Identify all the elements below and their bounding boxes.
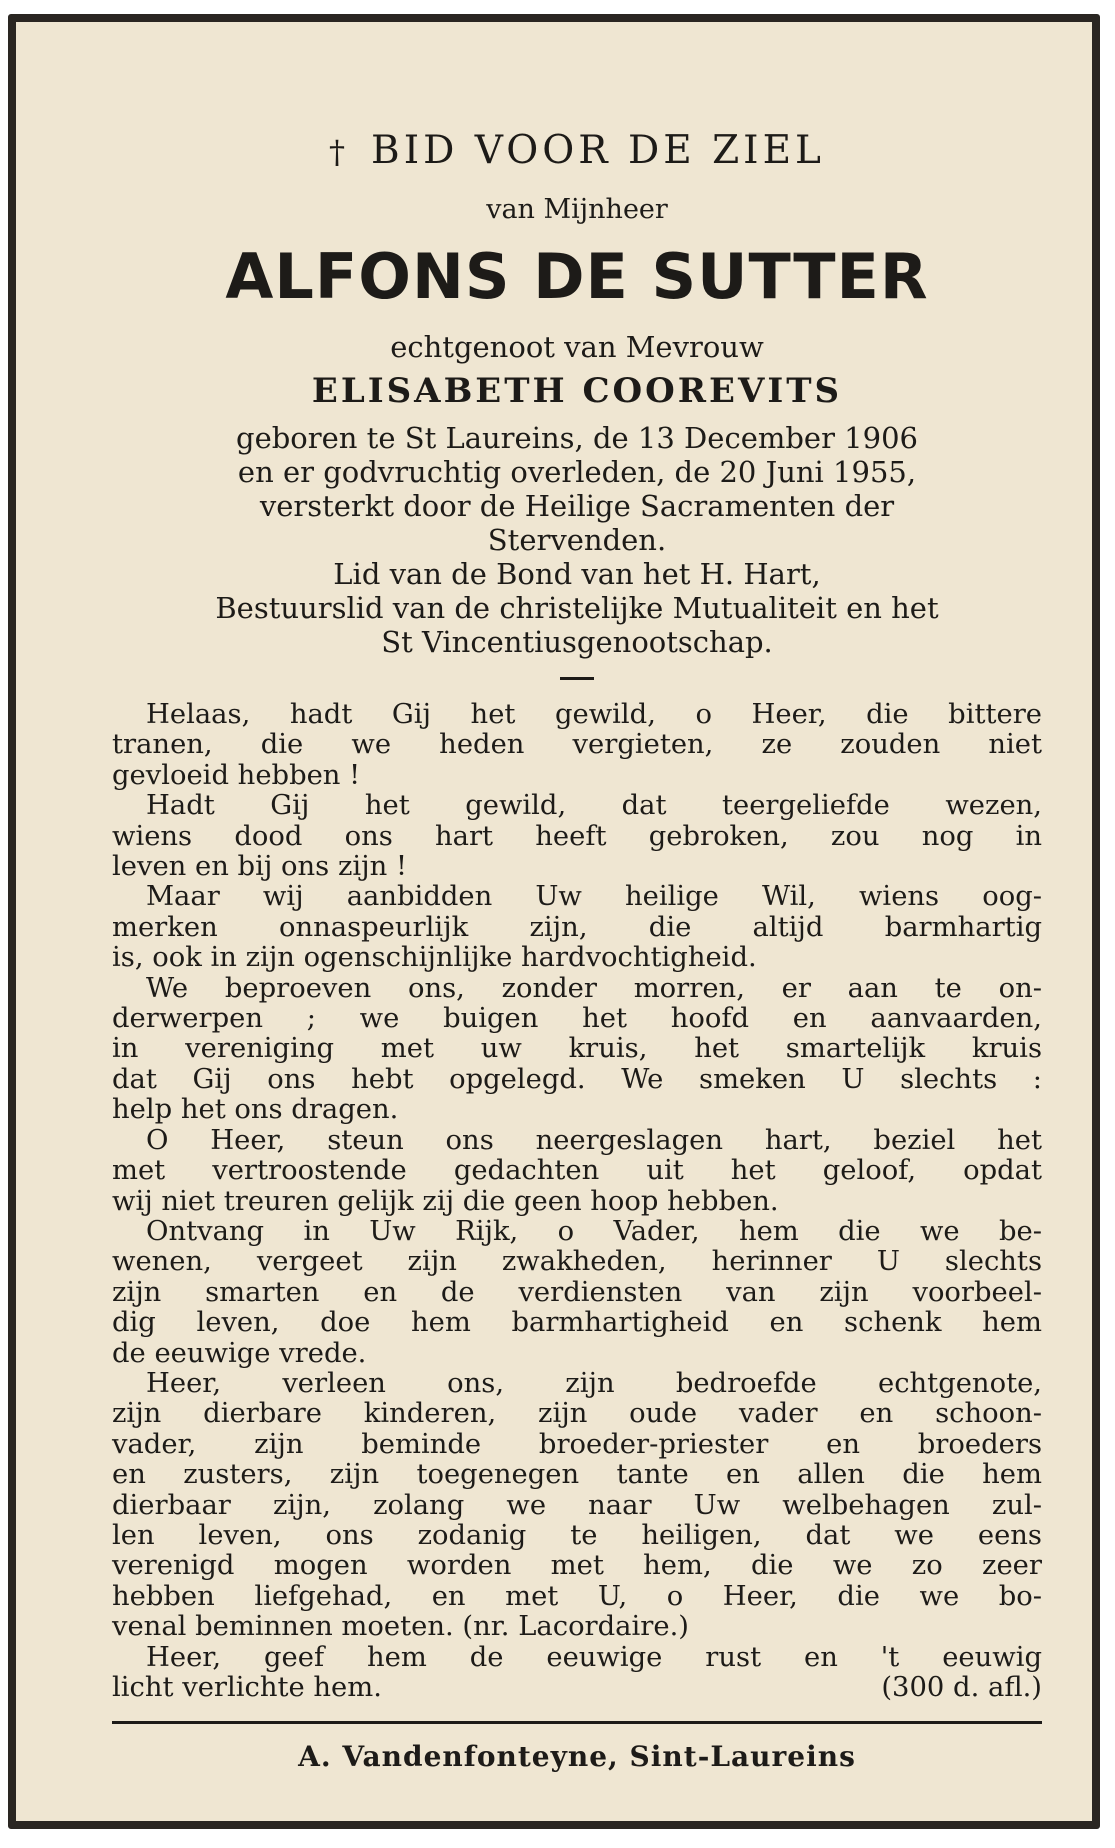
prayer-line: merken onnaspeurlijk zijn, die altijd barmhartig xyxy=(112,911,1042,943)
prayer-line: dierbaar zijn, zolang we naar Uw welbehagen zul- xyxy=(112,1489,1042,1521)
prayer-line: O Heer, steun ons neergeslagen hart, beziel het xyxy=(146,1124,1042,1156)
prayer-line: wij niet treuren gelijk zij die geen hoop hebben. xyxy=(112,1185,779,1217)
prayer-line: vader, zijn beminde broeder-priester en broeders xyxy=(112,1428,1042,1460)
prayer-line: verenigd mogen worden met hem, die we zo zeer xyxy=(112,1550,1042,1582)
separator-dash xyxy=(560,677,594,680)
prayer-line: dig leven, doe hem barmhartigheid en schenk hem xyxy=(112,1307,1042,1339)
prayer-line: zijn smarten en de verdiensten van zijn voorbeel- xyxy=(112,1276,1042,1308)
prayer-line: en zusters, zijn toegenegen tante en allen die hem xyxy=(112,1459,1042,1491)
prayer-line: wenen, vergeet zijn zwakheden, herinner U slechts xyxy=(112,1246,1042,1278)
prayer-line: Heer, geef hem de eeuwige rust en 't eeuwig xyxy=(146,1641,1042,1673)
prayer-line: Maar wij aanbidden Uw heilige Wil, wiens oog- xyxy=(146,881,1042,913)
divider-rule xyxy=(112,1721,1042,1724)
closing-text: licht verlichte hem. xyxy=(112,1672,382,1703)
prayer-line: gevloeid hebben ! xyxy=(112,759,361,791)
bio-line: Bestuurslid van de christelijke Mutualiteit en het xyxy=(215,591,939,625)
prayer-line: help het ons dragen. xyxy=(112,1094,399,1126)
prayer-line: derwerpen ; we buigen het hoofd en aanvaarden, xyxy=(112,1003,1042,1035)
prayer-line: hebben liefgehad, en met U, o Heer, die we bo- xyxy=(112,1580,1042,1612)
card-content xyxy=(112,118,1042,1773)
bio-line: Stervenden. xyxy=(487,523,667,557)
bio-line: geboren te St Laureins, de 13 December 1906 xyxy=(236,421,918,455)
prayer-line: tranen, die we heden vergieten, ze zouden niet xyxy=(112,729,1042,761)
honorific: van Mijnheer xyxy=(486,194,668,225)
relation-line: echtgenoot van Mevrouw xyxy=(390,330,764,364)
prayer-line: venal beminnen moeten. (nr. Lacordaire.) xyxy=(112,1611,689,1643)
prayer-line: de eeuwige vrede. xyxy=(112,1337,367,1369)
card-title xyxy=(112,124,1042,179)
indulgence-note: (300 d. afl.) xyxy=(881,1672,1042,1703)
prayer-line: We beproeven ons, zonder morren, er aan te on- xyxy=(146,972,1042,1004)
memorial-card xyxy=(8,14,1100,1829)
biography xyxy=(112,421,1042,659)
prayer-line: met vertroostende gedachten uit het geloof, opdat xyxy=(112,1155,1042,1187)
bio-line: St Vincentiusgenootschap. xyxy=(381,625,773,659)
bio-line: versterkt door de Heilige Sacramenten der xyxy=(259,489,895,523)
prayer-line: wiens dood ons hart heeft gebroken, zou nog in xyxy=(112,820,1042,852)
prayer-line: len leven, ons zodanig te heiligen, dat we eens xyxy=(112,1519,1042,1551)
prayer-line: Ontvang in Uw Rijk, o Vader, hem die we be- xyxy=(146,1215,1042,1247)
prayer-line: Helaas, hadt Gij het gewild, o Heer, die bittere xyxy=(146,699,1042,730)
prayer-line: Heer, verleen ons, zijn bedroefde echtgenote, xyxy=(146,1367,1042,1399)
closing-line xyxy=(112,1673,1042,1703)
prayer-line: zijn dierbare kinderen, zijn oude vader en schoon- xyxy=(112,1398,1042,1430)
deceased-name: ALFONS DE SUTTER xyxy=(225,240,929,313)
bio-line: Lid van de Bond van het H. Hart, xyxy=(333,557,821,591)
prayer-line: in vereniging met uw kruis, het smartelijk kruis xyxy=(112,1033,1042,1065)
printer-credit: A. Vandenfonteyne, Sint-Laureins xyxy=(298,1740,856,1774)
spouse-name: ELISABETH COOREVITS xyxy=(311,371,843,411)
prayer-line: leven en bij ons zijn ! xyxy=(112,851,407,883)
title-text: BID VOOR DE ZIEL xyxy=(371,128,825,173)
bio-line: en er godvruchtig overleden, de 20 Juni 1955, xyxy=(237,455,917,489)
prayer-line: is, ook in zijn ogenschijnlijke hardvochtigheid. xyxy=(112,942,757,974)
cross-icon: † xyxy=(329,133,350,171)
prayer-line: Hadt Gij het gewild, dat teergeliefde wezen, xyxy=(146,790,1042,822)
prayer-line: dat Gij ons hebt opgelegd. We smeken U slechts : xyxy=(112,1063,1042,1095)
prayer-text xyxy=(112,700,1042,1673)
